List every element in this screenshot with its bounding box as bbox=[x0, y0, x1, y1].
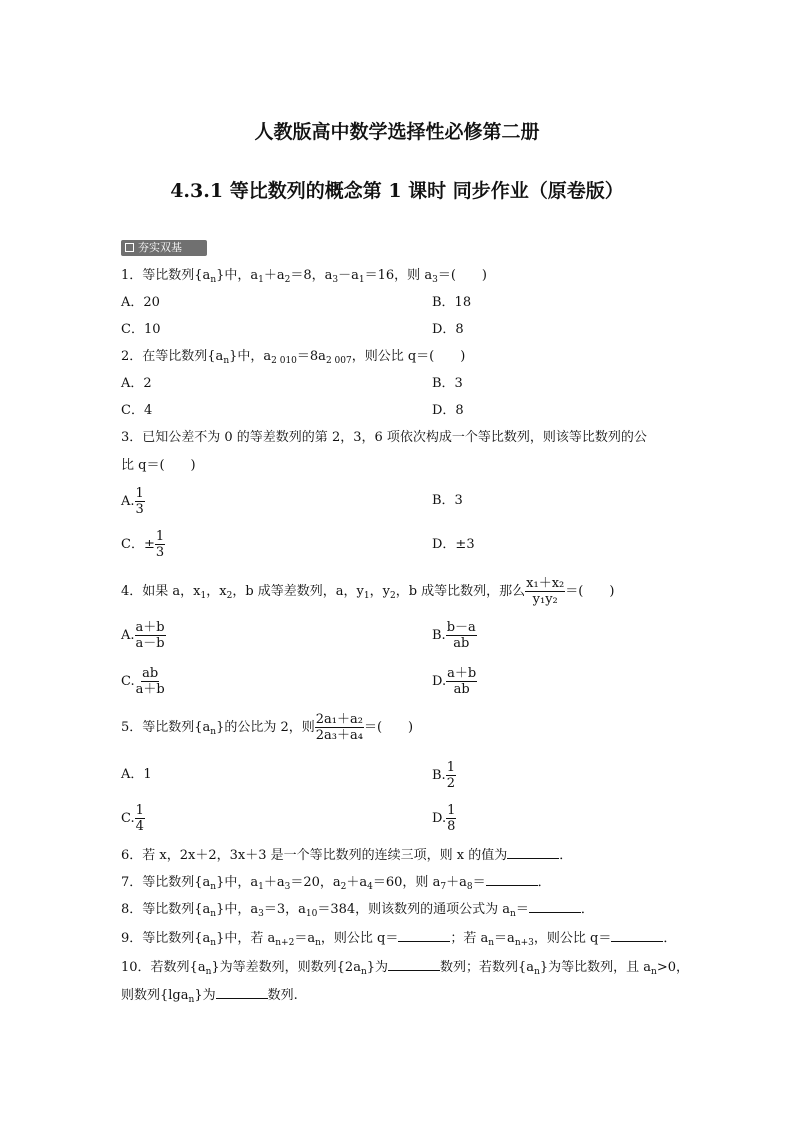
q5-option-b: B. $\frac{1}{2}$ bbox=[432, 760, 455, 791]
section-badge bbox=[121, 240, 207, 256]
question-1: 1．等比数列$\{a_n\}$中，$a_1+a_2=8$，$a_3-a_1=16$，则 $a_3=$( ) bbox=[121, 268, 487, 285]
q5-option-d: D. $\frac{1}{8}$ bbox=[432, 803, 456, 834]
q4-option-d: D. $\frac{a+b}{ab}$ bbox=[432, 666, 477, 697]
q2-option-d: D．8 bbox=[432, 403, 464, 418]
q5-option-a: A．1 bbox=[121, 767, 152, 782]
answer-blank[interactable] bbox=[216, 986, 268, 999]
q1-option-a: A．20 bbox=[121, 295, 160, 310]
q3-option-a: A. $\frac{1}{3}$ bbox=[121, 486, 144, 517]
q4-option-c: C. $\frac{ab}{a+b}$ bbox=[121, 666, 165, 697]
question-7: 7．等比数列$\{a_n\}$中，$a_1+a_3=20$，$a_2+a_4=60$，则 $a_7+a_8=$ ． bbox=[121, 875, 551, 892]
answer-blank[interactable] bbox=[529, 900, 581, 913]
question-10-line1: 10．若数列$\{a_n\}$为等差数列，则数列$\{2a_n\}$为 数列；若数列$\{a_n\}$为等比数列，且 $a_n>0$， bbox=[121, 960, 689, 977]
page-subtitle: 4.3.1 等比数列的概念第 1 课时 同步作业（原卷版） bbox=[170, 180, 624, 202]
q1-option-d: D．8 bbox=[432, 322, 464, 337]
page-title: 人教版高中数学选择性必修第二册 bbox=[254, 121, 540, 143]
q3-option-d: D．±3 bbox=[432, 537, 475, 552]
question-9: 9．等比数列$\{a_n\}$中，若 $a_{n+2}=a_n$，则公比 q＝ ；若 $a_n=a_{n+3}$，则公比 q＝ ． bbox=[121, 931, 677, 948]
section-badge-label: 夯实双基 bbox=[138, 241, 182, 254]
answer-blank[interactable] bbox=[398, 929, 450, 942]
question-8: 8．等比数列$\{a_n\}$中，$a_3=3$，$a_{10}=384$，则该数列的通项公式为 $a_n=$ ． bbox=[121, 902, 594, 919]
q2-option-a: A．2 bbox=[121, 376, 152, 391]
answer-blank[interactable] bbox=[507, 846, 559, 859]
question-3-line2: 比 q＝( ) bbox=[121, 458, 196, 473]
question-5: 5．等比数列$\{a_n\}$的公比为 2，则 $\frac{\text{2a₁＋a₂}}{\text{2a₃＋a₄}}$ ＝( ) bbox=[121, 712, 414, 743]
question-6: 6．若 x，2x＋2，3x＋3 是一个等比数列的连续三项，则 x 的值为 ． bbox=[121, 848, 573, 863]
answer-blank[interactable] bbox=[388, 958, 440, 971]
q4-option-a: A. $\frac{a+b}{a-b}$ bbox=[121, 620, 165, 651]
q2-option-c: C．4 bbox=[121, 403, 153, 418]
notebook-icon bbox=[125, 243, 134, 252]
q1-option-b: B．18 bbox=[432, 295, 472, 310]
question-4: 4．如果 a，$x_1$，$x_2$，b 成等差数列，a，$y_1$，$y_2$，b 成等比数列，那么 $\frac{\text{x₁＋x₂}}{\text{y₁y₂}}$ ＝( ) bbox=[121, 576, 615, 607]
q3-option-c: C．± $\frac{1}{3}$ bbox=[121, 529, 165, 560]
q2-option-b: B．3 bbox=[432, 376, 463, 391]
question-2: 2．在等比数列$\{a_n\}$中，$a_{2 010}=8a_{2 007}$，则公比 q＝( ) bbox=[121, 349, 466, 366]
answer-blank[interactable] bbox=[486, 873, 538, 886]
q3-option-b: B．3 bbox=[432, 493, 463, 508]
q4-option-b: B. $\frac{b-a}{ab}$ bbox=[432, 620, 476, 651]
q5-option-c: C. $\frac{1}{4}$ bbox=[121, 803, 144, 834]
q1-option-c: C．10 bbox=[121, 322, 161, 337]
question-3-line1: 3．已知公差不为 0 的等差数列的第 2，3，6 项依次构成一个等比数列，则该等比数列的公 bbox=[121, 430, 647, 445]
question-10-line2: 则数列{lga$_n$}为 数列. bbox=[121, 988, 298, 1005]
answer-blank[interactable] bbox=[611, 929, 663, 942]
